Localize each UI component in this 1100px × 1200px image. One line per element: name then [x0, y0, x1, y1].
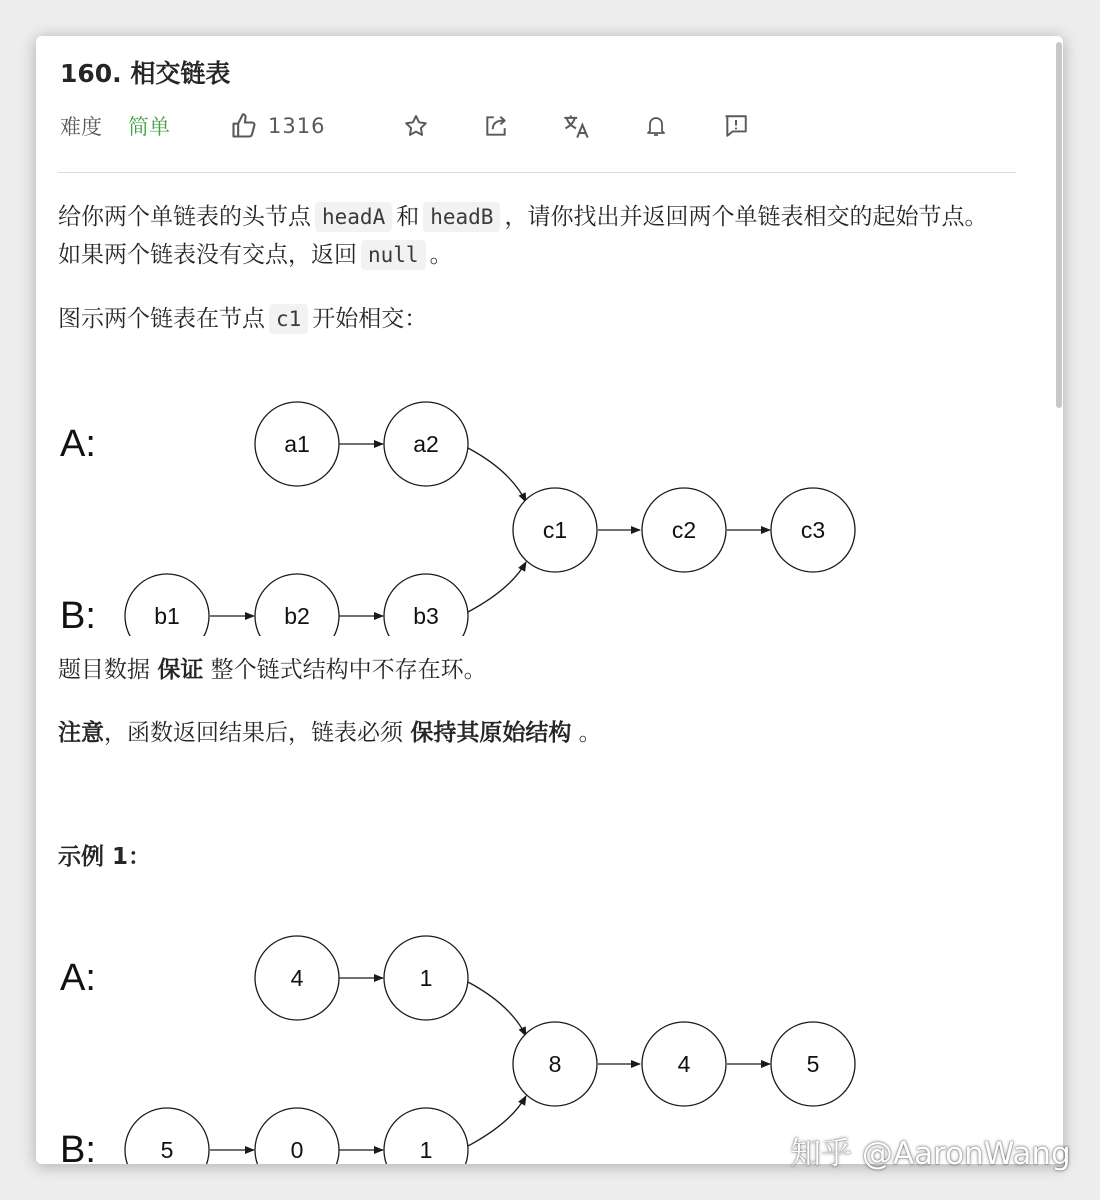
description-paragraph-1: [58, 198, 1008, 274]
row-label-a: A:: [60, 423, 96, 465]
node-label: 4: [290, 965, 304, 991]
list-node: [125, 1108, 209, 1164]
list-node-b1: [125, 574, 209, 636]
code-headb: headB: [423, 202, 500, 232]
like-count: 1316: [268, 114, 326, 138]
problem-card: [36, 36, 1063, 1164]
feedback-button[interactable]: [720, 108, 752, 144]
node-label: 0: [290, 1137, 304, 1163]
list-node: [384, 936, 468, 1020]
translate-button[interactable]: [560, 108, 592, 144]
common-list: [513, 1022, 855, 1106]
b-list: [125, 562, 526, 636]
text: 图示两个链表在节点: [58, 306, 265, 332]
difficulty-value: 简单: [128, 115, 170, 139]
row-label-b: B:: [60, 595, 96, 636]
code-null: null: [361, 240, 426, 270]
text: ，请你找出并返回两个单链表相交的起始节点。如果两个链表没有交点，返回: [58, 204, 988, 268]
bold-text: 保持其原始结构: [410, 720, 572, 746]
node-label: 5: [806, 1051, 820, 1077]
description-paragraph-4: [58, 714, 1008, 752]
node-label: c2: [671, 517, 697, 543]
list-node-c1: [513, 488, 597, 572]
translate-icon: [562, 112, 590, 140]
description-paragraph-2: [58, 300, 1008, 338]
common-list: [513, 488, 855, 572]
list-node: [513, 1022, 597, 1106]
text: 整个链式结构中不存在环。: [210, 657, 487, 683]
node-label: b1: [154, 603, 180, 629]
row-label-b: B:: [60, 1129, 96, 1164]
like-button[interactable]: [228, 108, 260, 144]
list-node-b2: [255, 574, 339, 636]
b-list: [125, 1096, 526, 1164]
a-list: [255, 936, 526, 1036]
star-icon: [403, 113, 429, 139]
example-label: 示例 1：: [58, 844, 152, 870]
row-label-a: A:: [60, 957, 96, 999]
node-label: c3: [800, 517, 826, 543]
bold-text: 注意: [58, 720, 104, 746]
difficulty-label: 难度: [60, 115, 102, 139]
text: 开始相交：: [312, 306, 428, 332]
list-node: [642, 1022, 726, 1106]
example-heading: [58, 838, 1008, 876]
list-node-c2: [642, 488, 726, 572]
bold-text: 保证: [157, 657, 204, 683]
list-node: [384, 1108, 468, 1164]
problem-title: 160. 相交链表: [60, 59, 231, 88]
node-label: a2: [413, 431, 439, 457]
node-label: c1: [542, 517, 568, 543]
node-label: b3: [413, 603, 439, 629]
bell-icon: [644, 114, 668, 138]
list-node-c3: [771, 488, 855, 572]
node-label: 8: [548, 1051, 562, 1077]
list-node-a1: [255, 402, 339, 486]
list-node: [255, 936, 339, 1020]
share-icon: [483, 113, 509, 139]
code-c1: c1: [269, 304, 308, 334]
notification-button[interactable]: [640, 108, 672, 144]
share-button[interactable]: [480, 108, 512, 144]
node-label: 1: [419, 965, 433, 991]
list-node: [771, 1022, 855, 1106]
text: ，函数返回结果后，链表必须: [104, 720, 403, 746]
text: 和: [396, 204, 420, 230]
text: 题目数据: [58, 657, 150, 683]
list-node-a2: [384, 402, 468, 486]
code-heada: headA: [315, 202, 392, 232]
thumbs-up-icon: [230, 112, 258, 140]
node-label: 4: [677, 1051, 691, 1077]
node-label: a1: [284, 431, 310, 457]
node-label: 1: [419, 1137, 433, 1163]
text: 。: [578, 720, 602, 746]
node-label: b2: [284, 603, 310, 629]
header-divider: [58, 172, 1016, 173]
description-paragraph-3: [58, 651, 1008, 689]
example-diagram: [36, 891, 916, 1164]
problem-meta-bar: [60, 108, 760, 148]
scrollbar-thumb[interactable]: [1056, 42, 1062, 408]
favorite-button[interactable]: [400, 108, 432, 144]
text: 给你两个单链表的头节点: [58, 204, 311, 230]
intersection-diagram: [36, 356, 916, 636]
a-list: [255, 402, 526, 502]
list-node-b3: [384, 574, 468, 636]
node-label: 5: [160, 1137, 174, 1163]
watermark: 知乎 @AaronWang: [790, 1136, 1071, 1172]
feedback-icon: [723, 113, 749, 139]
text: 。: [429, 242, 453, 268]
list-node: [255, 1108, 339, 1164]
